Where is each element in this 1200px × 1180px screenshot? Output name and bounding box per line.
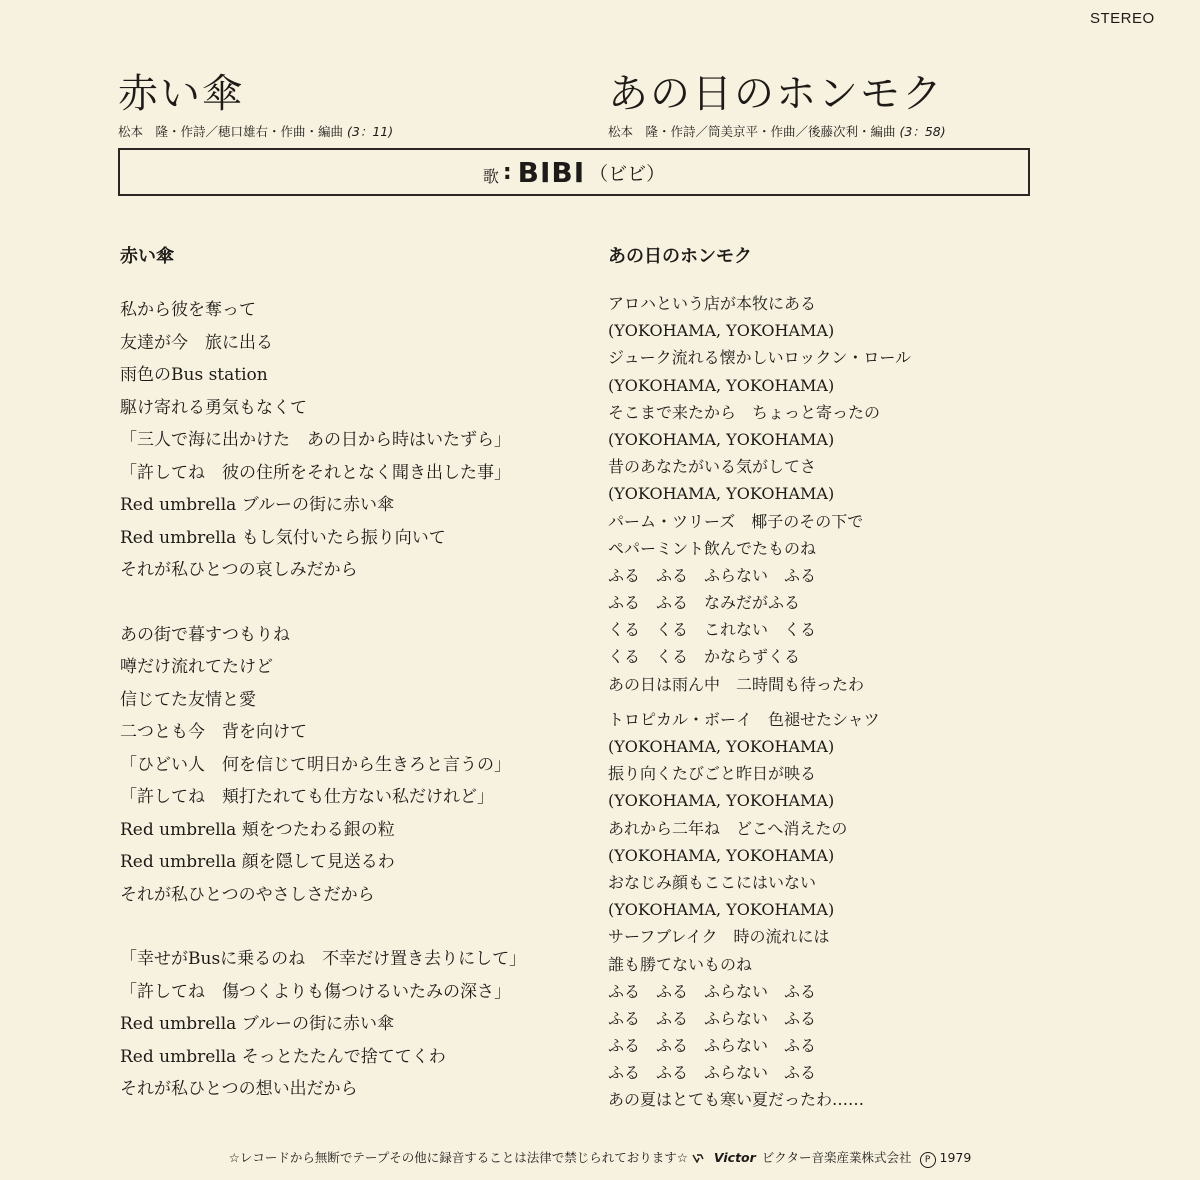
lyrics-b-lyric-line: トロピカル・ボーイ 色褪せたシャツ (608, 709, 880, 729)
lyrics-a-lyric-line: Red umbrella ブルーの街に赤い傘 (120, 495, 395, 515)
lyrics-b-lyric-line: ふる ふる ふらない ふる (608, 565, 817, 585)
lyrics-b-verse-gap (608, 698, 1068, 706)
lyrics-b-lyric-line: アロハという店が本牧にある (608, 294, 817, 313)
lyrics-a-lyric-line: あの街で暮すつもりね (120, 624, 290, 645)
lyrics-b-lyric-line: (YOKOHAMA, YOKOHAMA) (608, 375, 835, 395)
side-a-title: 赤い傘 (118, 71, 244, 117)
artist-box (118, 148, 1030, 196)
stereo-label: STEREO (1090, 10, 1155, 27)
lyrics-b-lyric-line: (YOKOHAMA, YOKOHAMA) (608, 737, 835, 756)
victor-logo-icon (692, 1153, 704, 1163)
lyrics-b-lyric-line: くる くる これない くる (608, 620, 817, 640)
lyrics-a-lyric-line: それが私ひとつの哀しみだから (120, 560, 358, 580)
lyrics-a-lyric-line: 「ひどい人 何を信じて明日から生きろと言うの」 (120, 754, 511, 775)
side-a-credit-text: 松本 隆・作詩／穂口雄右・作曲・編曲 (118, 124, 344, 139)
lyrics-a-lyric-line: Red umbrella そっとたたんで捨ててくわ (120, 1046, 446, 1067)
footer (0, 1148, 1200, 1168)
lyrics-column-a (120, 242, 580, 1106)
phonogram-mark: P (920, 1152, 936, 1168)
brand-name: Victor (713, 1150, 756, 1165)
lyrics-b-lyric-line: そこまで来たから ちょっと寄ったの (608, 402, 881, 422)
lyrics-a-lyric-line: Red umbrella もし気付いたら振り向いて (120, 527, 446, 548)
artist-name: BIBI (517, 155, 586, 189)
side-a-credit (118, 122, 393, 140)
lyrics-b-lyric-line: サーフブレイク 時の流れには (608, 927, 830, 947)
lyrics-b-lyric-line: ふる ふる ふらない ふる (608, 981, 817, 1001)
lyrics-a-lyric-line: 二つとも今 背を向けて (120, 722, 307, 742)
lyrics-b-lyric-line: あの夏はとても寒い夏だったわ…… (608, 1090, 865, 1110)
lyrics-a-lyric-line: 「許してね 頬打たれても仕方ない私だけれど」 (120, 787, 494, 807)
side-a-duration: (3：11) (347, 124, 394, 139)
lyrics-b-lyric-line: ジューク流れる懐かしいロックン・ロール (608, 348, 912, 368)
side-b-credit-text: 松本 隆・作詩／筒美京平・作曲／後藤次利・編曲 (608, 124, 896, 139)
copyright-notice: ☆レコードから無断でテープその他に録音することは法律で禁じられております☆ (228, 1150, 688, 1165)
company-name: ビクター音楽産業株式会社 (761, 1150, 912, 1165)
lyrics-a-lyric-line: 私から彼を奪って (120, 300, 256, 320)
lyrics-a-lyric-line: それが私ひとつのやさしさだから (120, 884, 375, 905)
lyrics-a-lyric-line: 「許してね 彼の住所をそれとなく聞き出した事」 (120, 462, 511, 483)
lyrics-b-heading: あの日のホンモク (608, 246, 752, 267)
lyrics-a-verse-gap (120, 587, 580, 619)
lyrics-a-lyric-line: Red umbrella ブルーの街に赤い傘 (120, 1014, 395, 1034)
lyrics-b-lyric-line: (YOKOHAMA, YOKOHAMA) (608, 484, 835, 504)
artist-sing-label: 歌 (482, 166, 499, 186)
lyrics-b-lyric-line: ふる ふる ふらない ふる (608, 1036, 817, 1056)
lyrics-b-lyric-line: あの日は雨ん中 二時間も待ったわ (608, 674, 865, 694)
lyrics-b-lyric-line: くる くる かならずくる (608, 647, 801, 667)
lyrics-b-lyric-line: 振り向くたびごと昨日が映る (608, 764, 817, 784)
lyrics-a-lyric-line: 友達が今 旅に出る (120, 332, 273, 353)
lyrics-b-lyric-line: (YOKOHAMA, YOKOHAMA) (608, 429, 835, 449)
lyrics-b-lyric-line: (YOKOHAMA, YOKOHAMA) (608, 791, 835, 811)
side-b-credit (608, 122, 946, 140)
lyrics-a-lyric-line: 駆け寄れる勇気もなくて (120, 397, 307, 418)
lyrics-a-lyric-line: Red umbrella 頬をつたわる銀の粒 (120, 819, 395, 840)
lyrics-a-lyric-line: Red umbrella 顔を隠して見送るわ (120, 852, 395, 872)
lyrics-b-lyric-line: ふる ふる ふらない ふる (608, 1008, 817, 1028)
lyrics-b-lyric-line: (YOKOHAMA, YOKOHAMA) (608, 845, 835, 865)
lyrics-b-lyric-line: おなじみ顔もここにはいない (608, 872, 817, 892)
lyrics-a-lyric-line: 「三人で海に出かけた あの日から時はいたずら」 (120, 430, 511, 450)
release-year: 1979 (939, 1150, 972, 1165)
lyrics-b-lyric-line: ふる ふる ふらない ふる (608, 1063, 817, 1083)
lyrics-a-lyric-line: 「幸せがBusに乗るのね 不幸だけ置き去りにして」 (120, 949, 527, 969)
lyrics-b-lyric-line: 昔のあなたがいる気がしてさ (608, 457, 817, 477)
lyrics-a-lyric-line: 「許してね 傷つくよりも傷つけるいたみの深さ」 (120, 981, 511, 1002)
lyrics-b-lyric-line: 誰も勝てないものね (608, 954, 753, 974)
lyrics-a-lyric-line: 噂だけ流れてたけど (120, 657, 273, 677)
lyrics-a-lyric-line: 信じてた友情と愛 (120, 689, 256, 710)
lyrics-b-lyric-line: ふる ふる なみだがふる (608, 593, 801, 613)
lyrics-b-lyric-line: (YOKOHAMA, YOKOHAMA) (608, 900, 835, 920)
lyrics-b-lyric-line: ペパーミント飲んでたものね (608, 538, 817, 558)
lyrics-b-lyric-line: あれから二年ね どこへ消えたの (608, 818, 848, 838)
lyrics-a-heading: 赤い傘 (120, 246, 174, 267)
lyrics-a-verse-gap (120, 911, 580, 943)
artist-kana: （ビビ） (589, 162, 666, 185)
lyrics-a-lyric-line: それが私ひとつの想い出だから (120, 1079, 358, 1099)
side-b-duration: (3：58) (899, 124, 946, 139)
side-b-title: あの日のホンモク (608, 71, 944, 117)
lyrics-column-b (608, 242, 1068, 1114)
lyrics-b-lyric-line: パーム・ツリーズ 椰子のその下で (608, 511, 864, 531)
lyrics-b-lyric-line: (YOKOHAMA, YOKOHAMA) (608, 321, 835, 341)
artist-colon: : (502, 159, 512, 185)
lyrics-a-lyric-line: 雨色のBus station (120, 365, 268, 385)
